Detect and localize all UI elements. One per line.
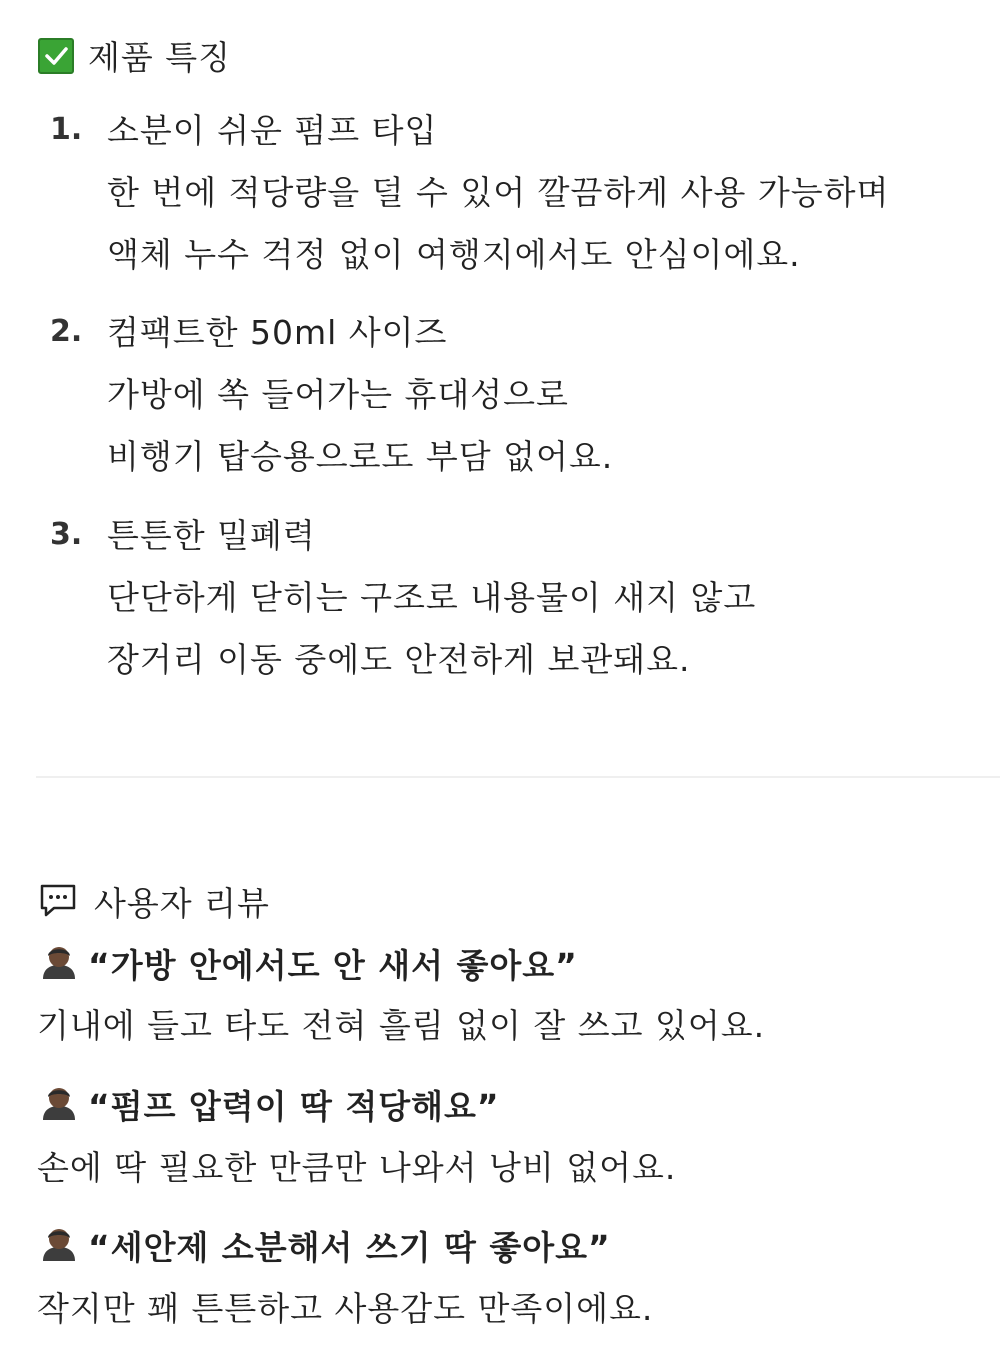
review-quote: “세안제 소분해서 쓰기 딱 좋아요” [88,1228,611,1267]
person-icon [40,1225,78,1267]
review-quote-row [40,1222,611,1269]
person-icon [40,1084,78,1126]
feature-number: 2. [50,314,83,349]
feature-heading: 튼튼한 밀폐력 [107,516,316,555]
features-title: 제품 특징 [88,38,232,77]
review-body: 작지만 꽤 튼튼하고 사용감도 만족이에요. [37,1289,654,1328]
feature-text: 비행기 탑승용으로도 부담 없어요. [107,437,614,476]
feature-text: 장거리 이동 중에도 안전하게 보관돼요. [107,640,691,679]
section-divider [36,776,1000,778]
feature-text: 단단하게 닫히는 구조로 내용물이 새지 않고 [107,578,757,617]
review-quote-row [40,940,578,987]
review-quote-row [40,1081,500,1128]
feature-number: 3. [50,517,83,552]
feature-text: 액체 누수 걱정 없이 여행지에서도 안심이에요. [107,235,801,274]
feature-heading: 소분이 쉬운 펌프 타입 [107,111,438,150]
feature-number: 1. [50,112,83,147]
review-body: 손에 딱 필요한 만큼만 나와서 낭비 없어요. [37,1148,677,1187]
features-header [38,32,231,79]
feature-heading: 컴팩트한 50ml 사이즈 [107,313,448,352]
person-icon [40,943,78,985]
check-mark-button-icon [38,38,74,74]
review-body: 기내에 들고 타도 전혀 흘림 없이 잘 쓰고 있어요. [37,1006,766,1045]
speech-bubble-icon [38,880,78,924]
review-quote: “가방 안에서도 안 새서 좋아요” [88,946,578,985]
reviews-header [38,878,270,925]
feature-text: 가방에 쏙 들어가는 휴대성으로 [107,375,569,414]
review-quote: “펌프 압력이 딱 적당해요” [88,1087,500,1126]
reviews-title: 사용자 리뷰 [94,884,270,923]
feature-text: 한 번에 적당량을 덜 수 있어 깔끔하게 사용 가능하며 [107,173,890,212]
